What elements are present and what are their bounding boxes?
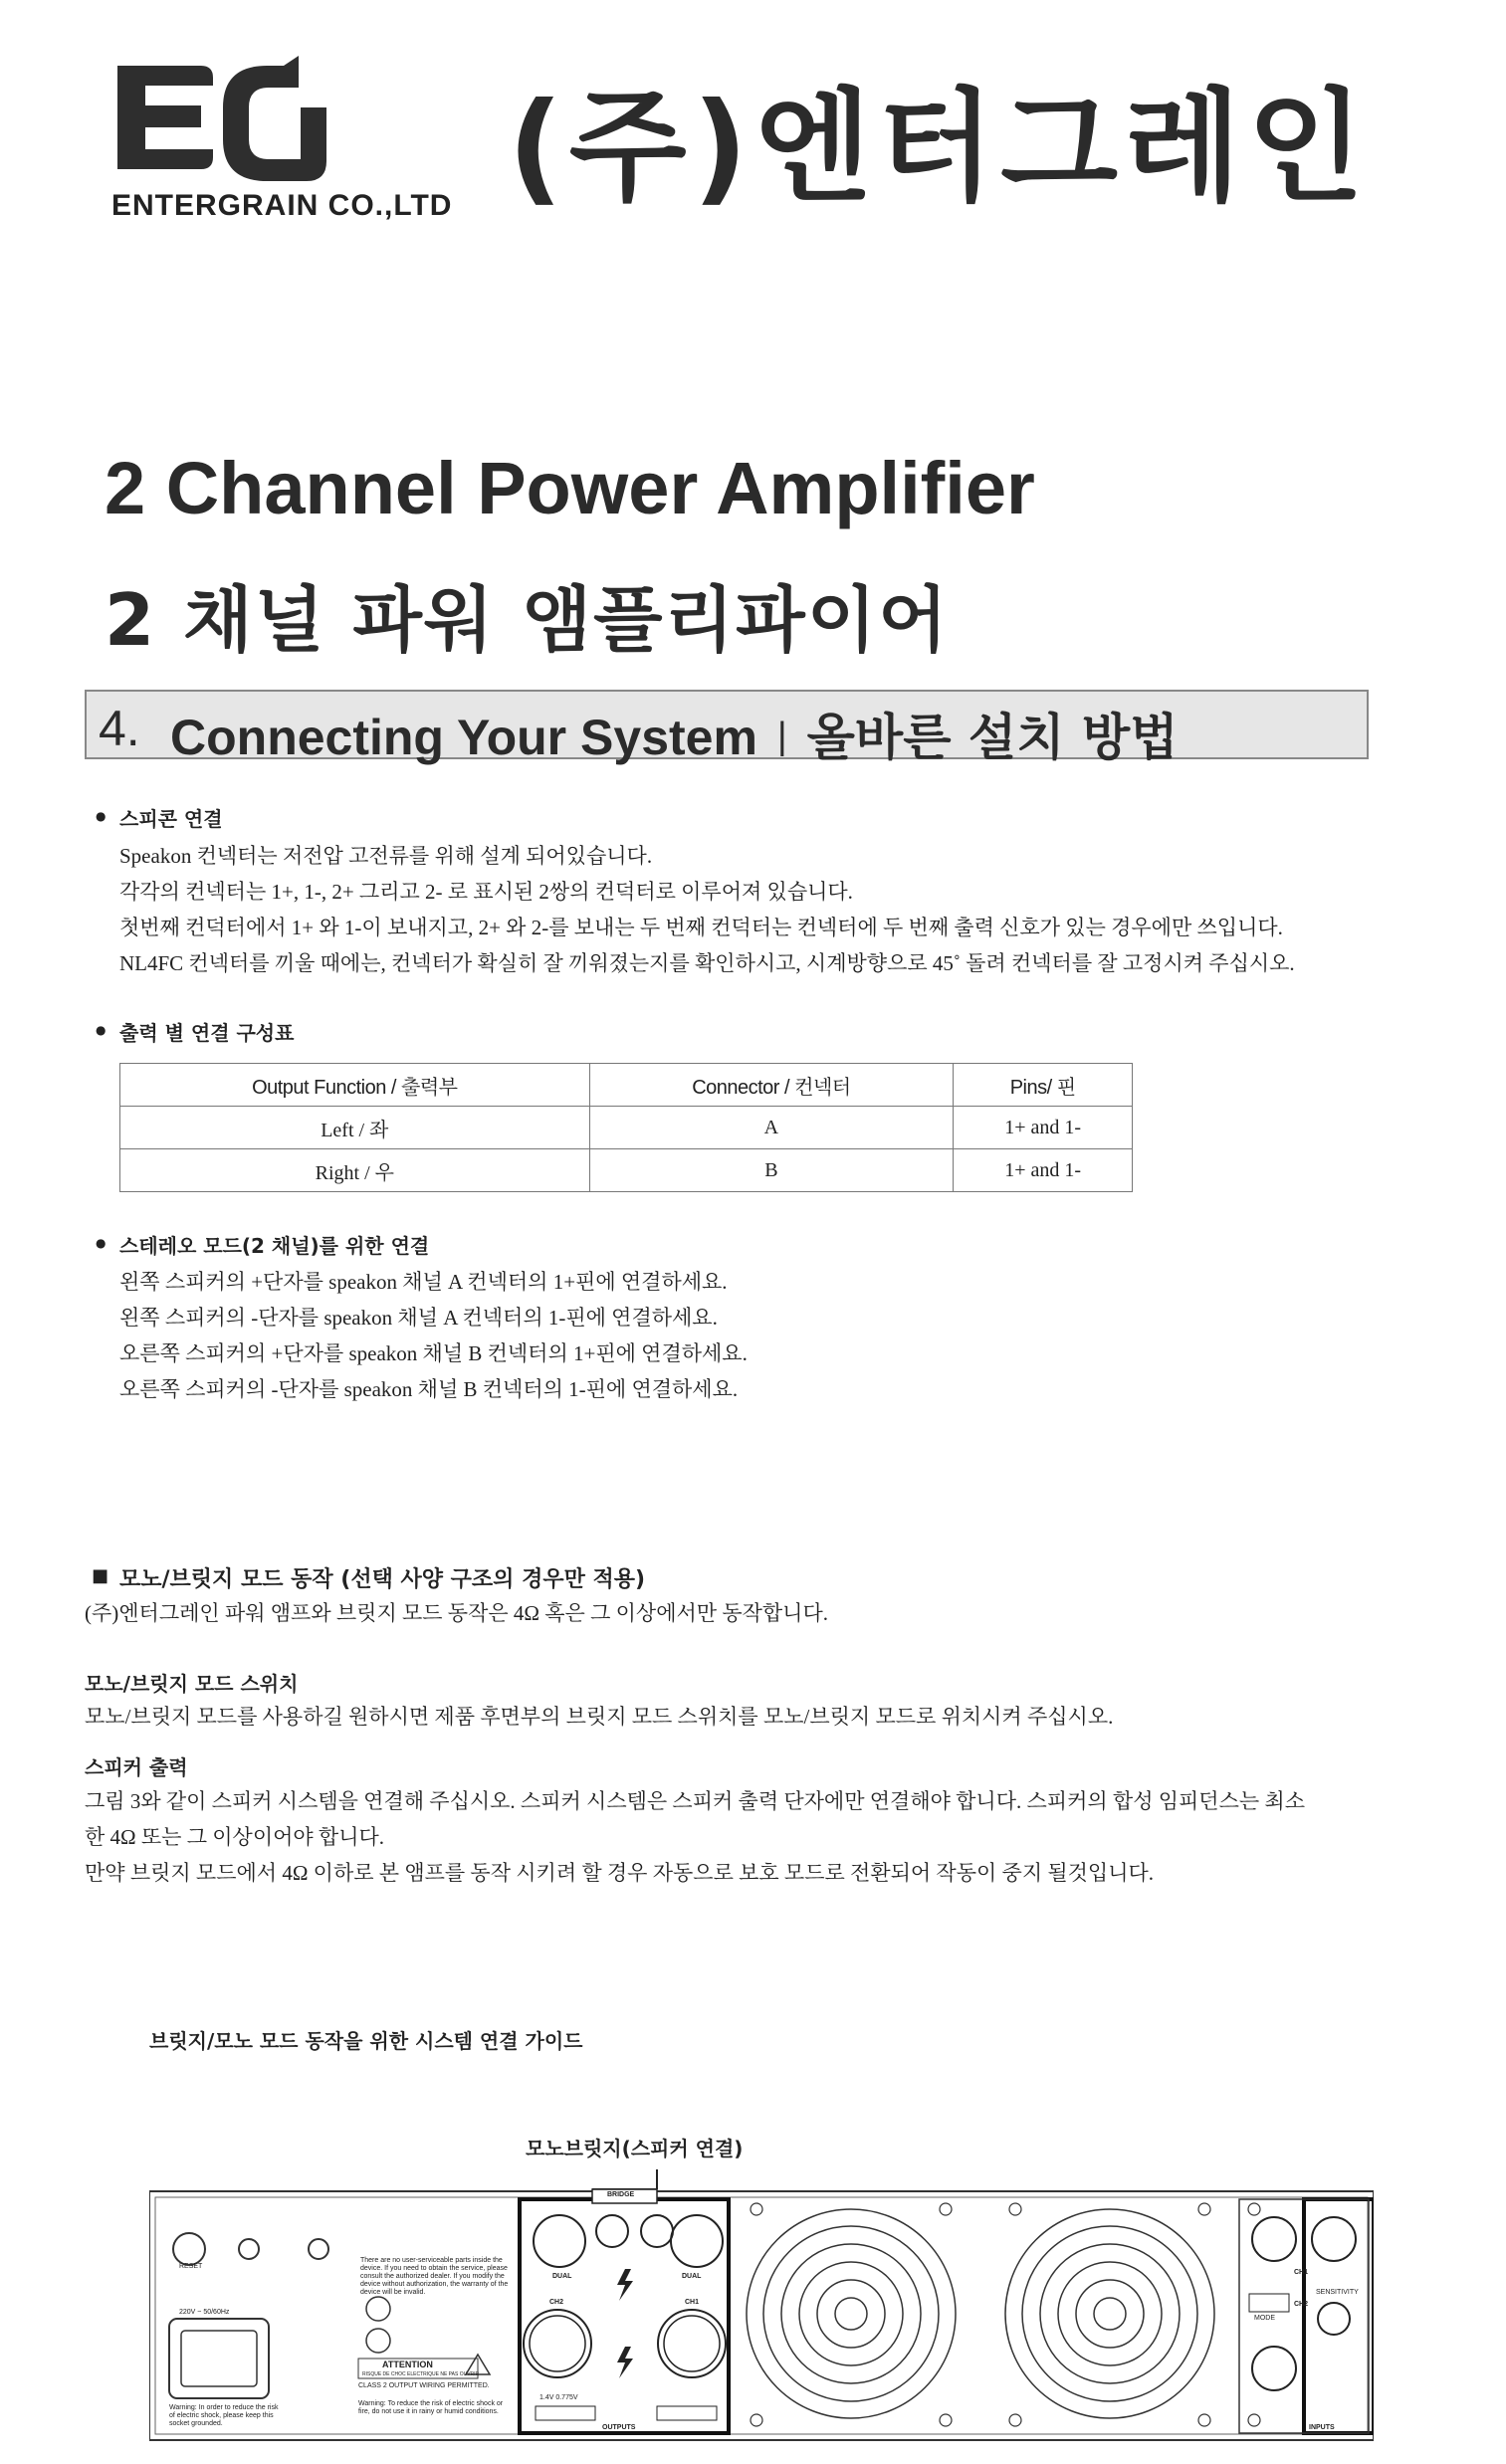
class2-text: CLASS 2 OUTPUT WIRING PERMITTED. [358,2382,490,2389]
logo [109,48,358,187]
ch1-label: CH1 [685,2299,700,2306]
ch2-label: CH2 [549,2299,564,2306]
speaker-output-line: 만약 브릿지 모드에서 4Ω 이하로 본 앰프를 동작 시키려 할 경우 자동으로 보호 모드로 전환되어 작동이 중지 될것입니다. [85,1861,1155,1885]
section-title-en: Connecting Your System [170,710,757,765]
table-cell: B [589,1149,954,1192]
bridge-heading: ■ 모노/브릿지 모드 동작 (선택 사양 구조의 경우만 적용) [119,1562,645,1593]
table-row [120,1149,1133,1192]
mode-label: MODE [1254,2315,1275,2322]
input-ch1-label: CH1 [1294,2269,1309,2276]
guide-heading: 브릿지/모노 모드 동작을 위한 시스템 연결 가이드 [149,2029,583,2053]
section-title-ko: 올바른 설치 방법 [806,709,1179,766]
table-row [120,1107,1133,1149]
stereo-line: 왼쪽 스피커의 -단자를 speakon 채널 A 컨넥터의 1-핀에 연결하세요. [119,1306,718,1330]
speakon-heading: ● 스피콘 연결 [119,803,223,832]
section-header [85,690,1369,766]
table-header-row [120,1064,1133,1107]
logo-mark [109,48,358,187]
bridge-label: BRIDGE [607,2191,635,2198]
table-header-cell: Output Function / 출력부 [120,1064,590,1107]
bridge-switch-text: 모노/브릿지 모드를 사용하길 원하시면 제품 후면부의 브릿지 모드 스위치를 모노/브릿지 모드로 위치시켜 주십시오. [85,1705,1114,1729]
speakon-line: Speakon 컨넥터는 저전압 고전류를 위해 설계 되어있습니다. [119,844,653,868]
stereo-line: 오른쪽 스피커의 +단자를 speakon 채널 B 컨넥터의 1+핀에 연결하세요. [119,1341,748,1365]
logo-subtitle: ENTERGRAIN CO.,LTD [111,189,453,222]
section-number: 4. [99,701,140,756]
inputs-label: INPUTS [1309,2424,1335,2431]
rear-panel-diagram [149,2169,1374,2448]
speaker-output-text [85,1783,1305,1891]
company-name: (주)엔터그레인 [508,77,1371,218]
attention-sub: RISQUE DE CHOC ELECTRIQUE NE PAS OUVRIR [362,2371,480,2377]
right-warning-text: Warning: To reduce the risk of electric shock or fire, do not use it in rainy or humid conditions. [358,2400,504,2415]
outputs-label: OUTPUTS [602,2424,636,2431]
dual-label-ch1: DUAL [682,2273,702,2280]
table-cell: A [589,1107,954,1149]
table-cell: Right / 우 [120,1149,590,1192]
section-title [170,698,1179,769]
speaker-output-line: 그림 3와 같이 스피커 시스템을 연결해 주십시오. 스피커 시스템은 스피커 출력 단자에만 연결해야 합니다. 스피커의 합성 임피던스는 최소 [85,1789,1305,1813]
table-cell: Left / 좌 [120,1107,590,1149]
speaker-output-heading: 스피커 출력 [85,1755,188,1779]
output-table [119,1063,1133,1192]
speakon-text [119,838,1295,981]
stereo-line: 오른쪽 스피커의 -단자를 speakon 채널 B 컨넥터의 1-핀에 연결하세요. [119,1377,739,1401]
bridge-callout: 모노브릿지(스피커 연결) [526,2137,744,2160]
bridge-switch-heading: 모노/브릿지 모드 스위치 [85,1672,299,1696]
bridge-intro: (주)엔터그레인 파워 앰프와 브릿지 모드 동작은 4Ω 혹은 그 이상에서만 동작합니다. [85,1601,828,1625]
table-cell: 1+ and 1- [954,1149,1133,1192]
sensitivity-label: SENSITIVITY [1316,2289,1359,2296]
stereo-heading: ● 스테레오 모드(2 채널)를 위한 연결 [119,1230,429,1259]
product-title-ko: 2 채널 파워 앰플리파이어 [105,578,950,662]
product-title: 2 Channel Power Amplifier [105,447,1035,529]
service-notice-text: There are no user-serviceable parts inside the device. If you need to obtain the service, please consult the authorized dealer. If you modify the device without authorization, the warranty of the device will be invalid. [360,2257,509,2296]
rear-panel-svg [149,2169,1374,2448]
speaker-output-line: 한 4Ω 또는 그 이상이어야 합니다. [85,1825,385,1849]
left-warning-text: Warning: In order to reduce the risk of electric shock, please keep this socket grounded. [169,2404,279,2427]
speakon-line: 첫번째 컨덕터에서 1+ 와 1-이 보내지고, 2+ 와 2-를 보내는 두 번째 컨덕터는 컨넥터에 두 번째 출력 신호가 있는 경우에만 쓰입니다. [119,916,1283,939]
speakon-line: NL4FC 컨넥터를 끼울 때에는, 컨넥터가 확실히 잘 끼워졌는지를 확인하시고, 시계방향으로 45˚ 돌려 컨넥터를 잘 고정시켜 주십시오. [119,951,1295,975]
input-ch2-label: CH2 [1294,2301,1309,2308]
dual-label-ch2: DUAL [552,2273,572,2280]
stereo-line: 왼쪽 스피커의 +단자를 speakon 채널 A 컨넥터의 1+핀에 연결하세요. [119,1270,728,1294]
attention-label: ATTENTION [382,2360,433,2369]
table-header-cell: Connector / 컨넥터 [589,1064,954,1107]
table-cell: 1+ and 1- [954,1107,1133,1149]
table-header-cell: Pins/ 핀 [954,1064,1133,1107]
reset-label: RESET [179,2263,203,2270]
output-table-heading: ● 출력 별 연결 구성표 [119,1017,294,1046]
speakon-line: 각각의 컨넥터는 1+, 1-, 2+ 그리고 2- 로 표시된 2쌍의 컨덕터로 이루어져 있습니다. [119,880,853,904]
section-separator: | [776,716,787,757]
stereo-text [119,1264,748,1407]
voltage-label: 220V ~ 50/60Hz [179,2309,230,2316]
link-level-label: 1.4V 0.775V [539,2394,578,2401]
